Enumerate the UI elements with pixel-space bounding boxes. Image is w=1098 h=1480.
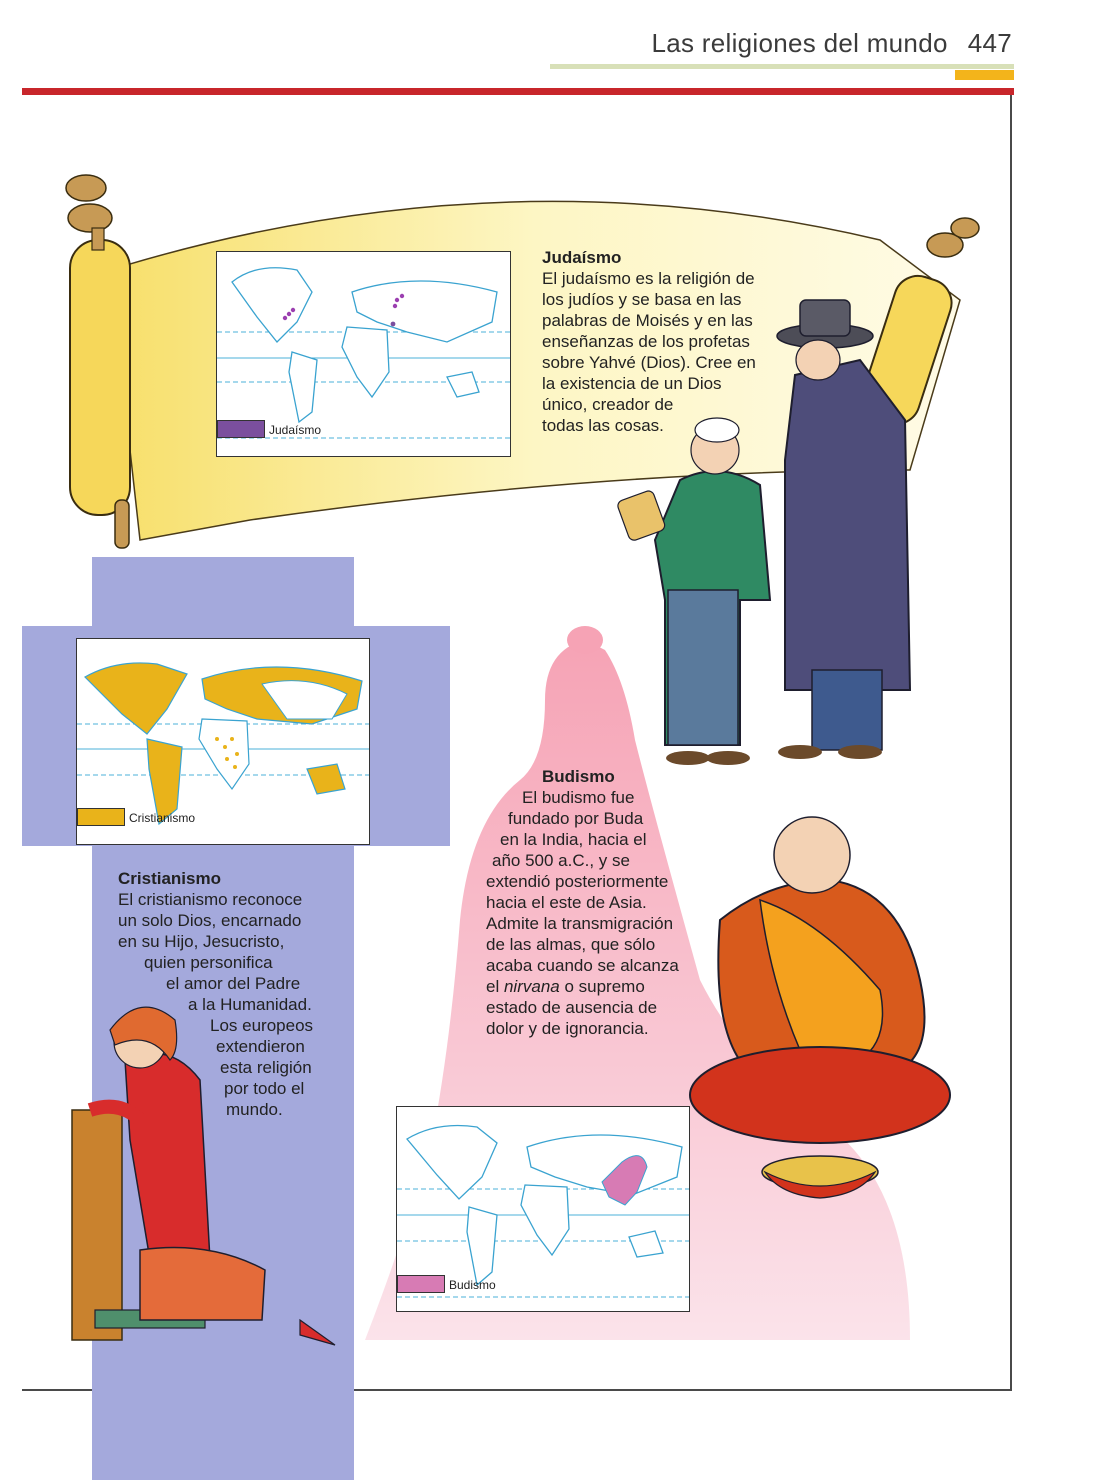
judaism-line: la existencia de un Dios — [542, 374, 722, 393]
christianity-map — [76, 638, 370, 845]
judaism-map — [216, 251, 511, 457]
christianity-line: en su Hijo, Jesucristo, — [118, 932, 285, 951]
buddhism-line: El budismo fue — [522, 788, 635, 807]
buddhism-line: de las almas, que sólo — [486, 935, 656, 954]
buddhism-line: hacia el este de Asia. — [486, 893, 647, 912]
buddhism-line: en la India, hacia el — [500, 830, 647, 849]
christianity-line: un solo Dios, encarnado — [118, 911, 302, 930]
christianity-line: esta religión — [220, 1058, 312, 1077]
page-title: Las religiones del mundo — [651, 28, 948, 58]
buddhism-line: fundado por Buda — [508, 809, 644, 828]
christianity-line: el amor del Padre — [166, 974, 301, 993]
christianity-line: mundo. — [226, 1100, 283, 1119]
judaism-text — [542, 247, 782, 436]
christianity-legend-swatch — [77, 808, 125, 826]
judaism-legend-label: Judaísmo — [269, 423, 322, 437]
judaism-line: El judaísmo es la religión de — [542, 269, 755, 288]
christianity-text — [118, 868, 338, 1120]
christianity-line: por todo el — [224, 1079, 305, 1098]
buddhism-line: estado de ausencia de — [486, 998, 658, 1017]
buddhism-map — [396, 1106, 690, 1312]
buddhism-line: año 500 a.C., y se — [492, 851, 630, 870]
judaism-line: palabras de Moisés y en las — [542, 311, 753, 330]
christianity-heading: Cristianismo — [118, 869, 221, 888]
buddhism-line: dolor y de ignorancia. — [486, 1019, 649, 1038]
judaism-line: enseñanzas de los profetas — [542, 332, 750, 351]
buddhism-line: extendió posteriormente — [486, 872, 669, 891]
buddhism-legend-swatch — [397, 1275, 445, 1293]
judaism-line: todas las cosas. — [542, 416, 664, 435]
christianity-line: Los europeos — [210, 1016, 314, 1035]
buddhism-line: el nirvana o supremo — [486, 977, 645, 996]
buddhism-heading: Budismo — [542, 767, 615, 786]
buddhism-legend-label: Budismo — [449, 1278, 496, 1292]
christianity-line: El cristianismo reconoce — [118, 890, 303, 909]
christianity-line: a la Humanidad. — [188, 995, 312, 1014]
buddhism-line: Admite la transmigración — [486, 914, 674, 933]
judaism-heading: Judaísmo — [542, 248, 622, 267]
buddhism-line: acaba cuando se alcanza — [486, 956, 679, 975]
judaism-line: los judíos y se basa en las — [542, 290, 742, 309]
christianity-line: extendieron — [216, 1037, 305, 1056]
christianity-legend-label: Cristianismo — [129, 811, 196, 825]
buddhism-text — [480, 766, 720, 1039]
judaism-line: sobre Yahvé (Dios). Cree en — [542, 353, 756, 372]
christianity-line: quien personifica — [144, 953, 273, 972]
page-number: 447 — [967, 28, 1012, 58]
judaism-legend-swatch — [217, 420, 265, 438]
judaism-line: único, creador de — [542, 395, 674, 414]
